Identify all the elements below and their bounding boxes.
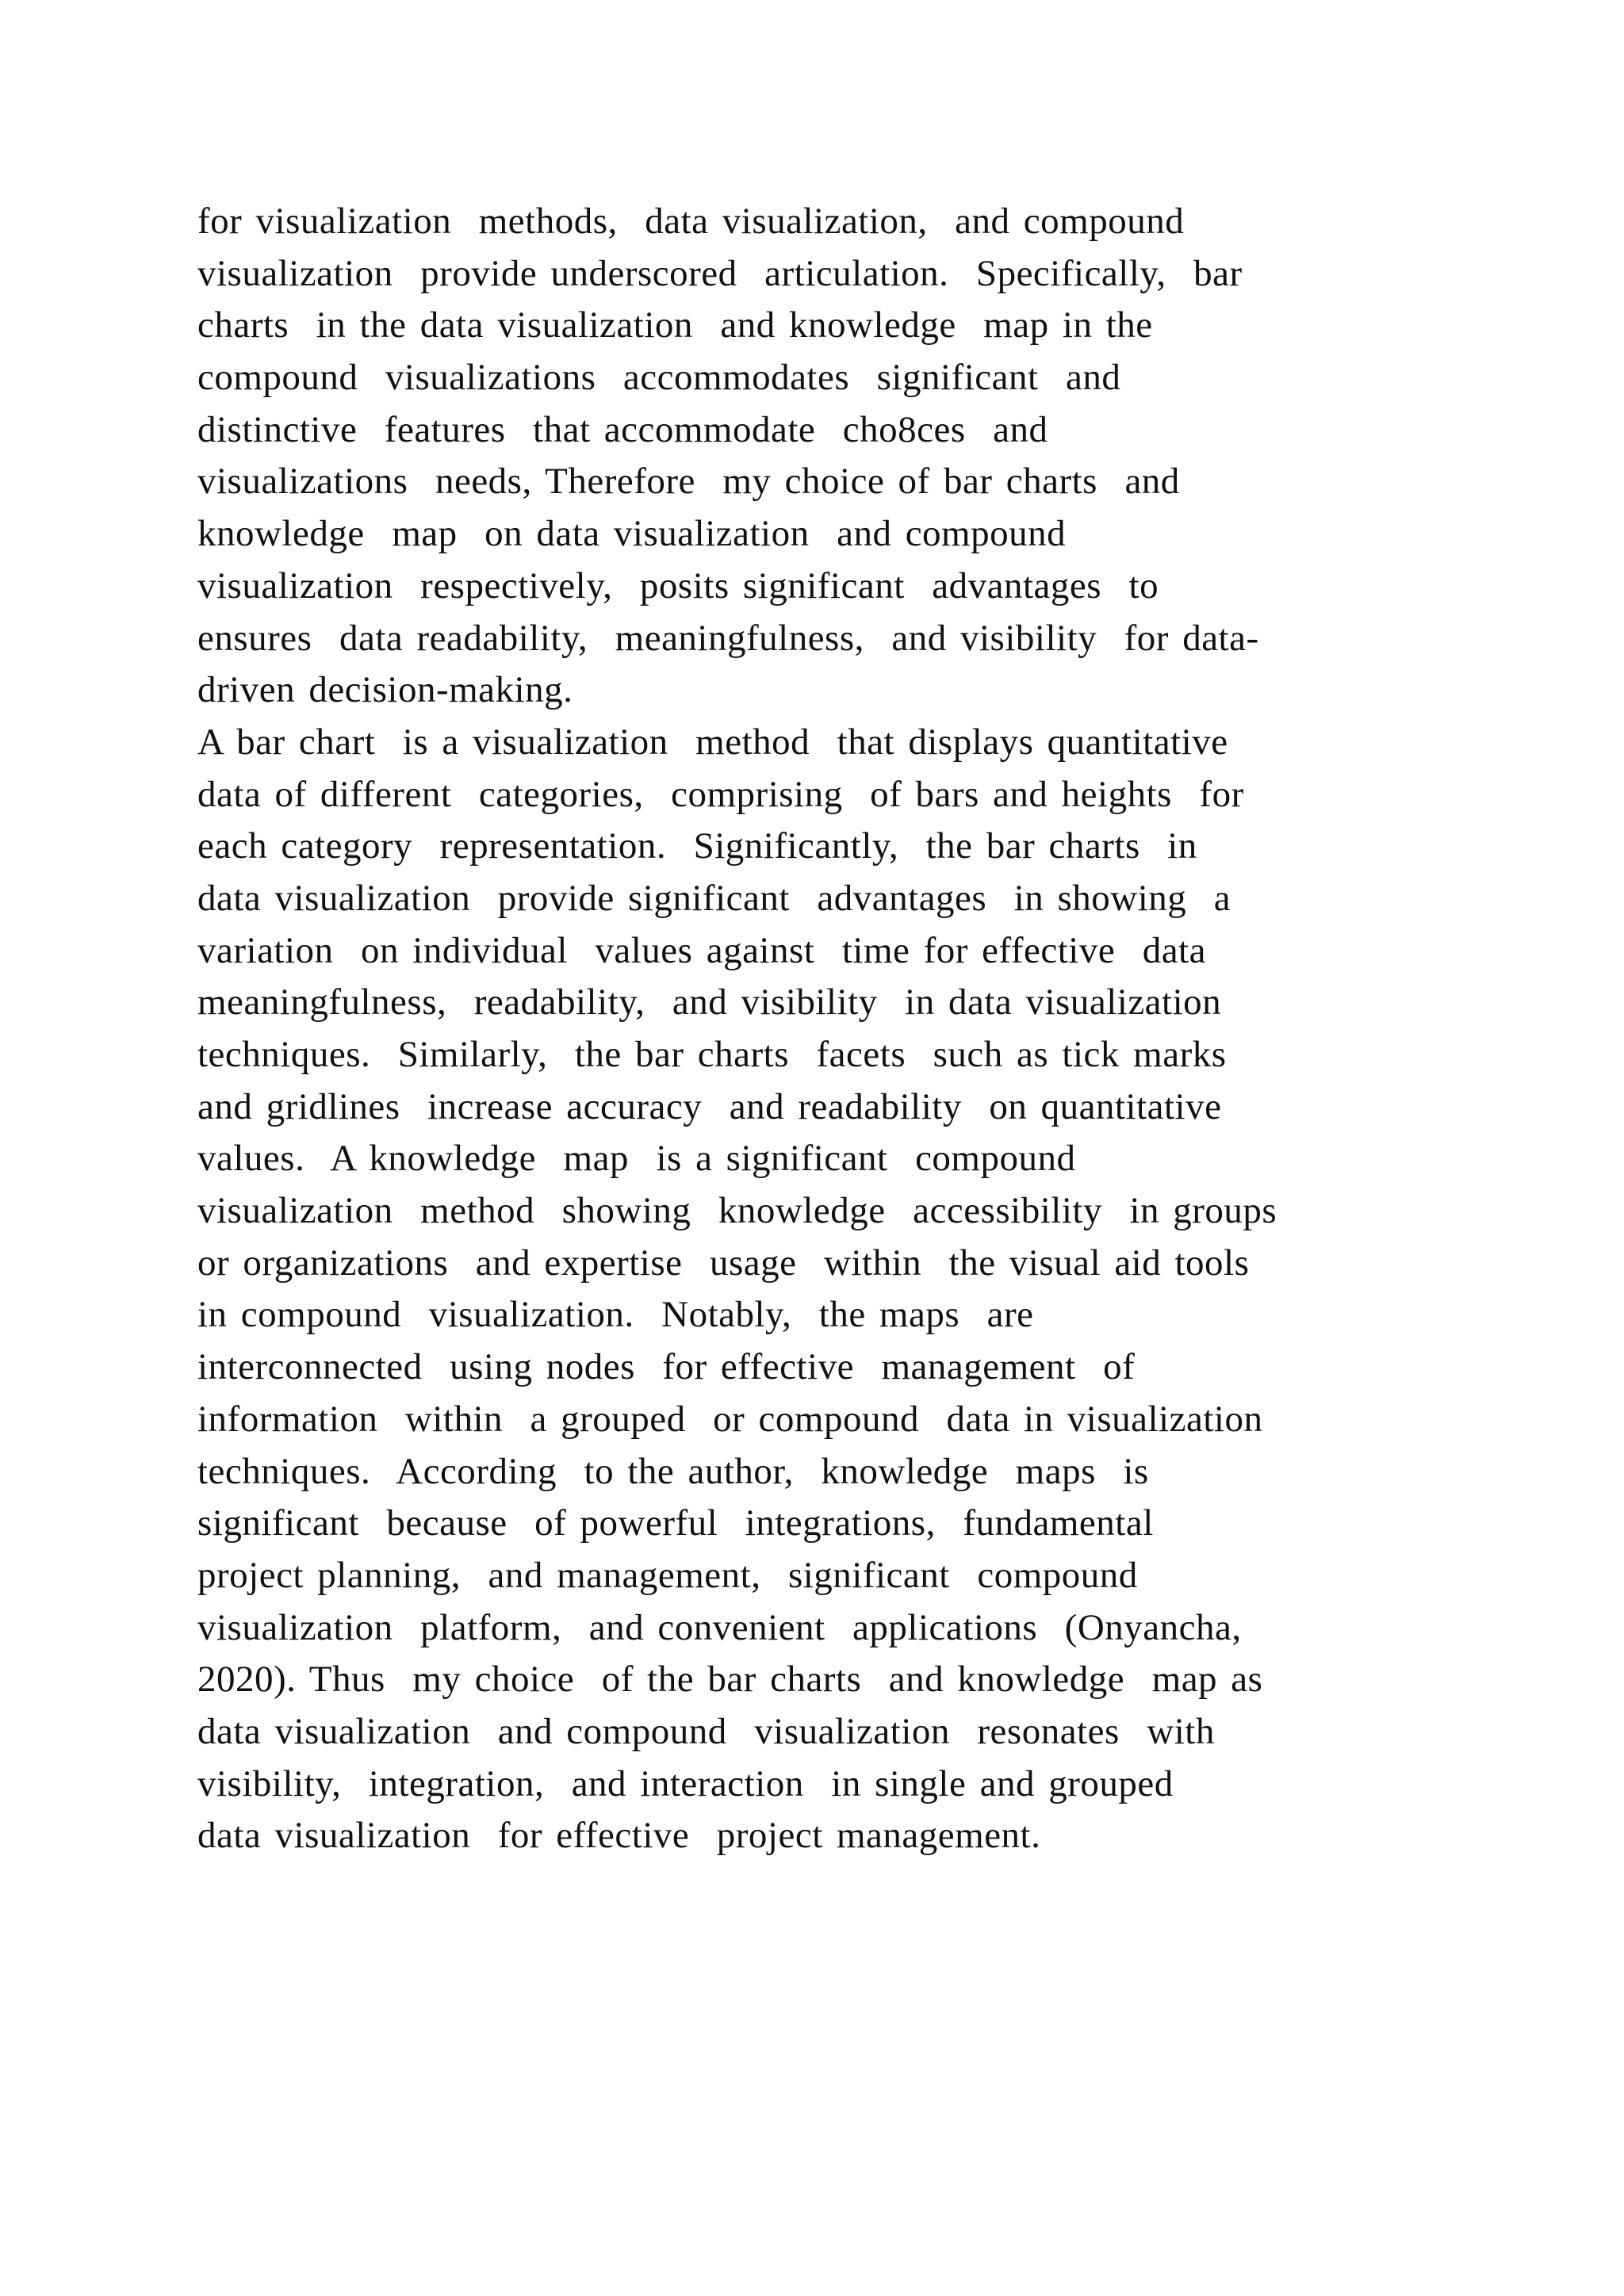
text-line: A bar chart is a visualization method that displays quantitative [197, 721, 1228, 763]
text-line: interconnected using nodes for effective management of [197, 1346, 1136, 1388]
text-line: or organizations and expertise usage within the visual aid tools [197, 1242, 1250, 1284]
text-line: values. A knowledge map is a significant compound [197, 1138, 1076, 1180]
text-line: and gridlines increase accuracy and readability on quantitative [197, 1085, 1222, 1127]
text-line: techniques. According to the author, knowledge maps is [197, 1450, 1149, 1492]
text-line: data visualization provide significant advantages in showing a [197, 877, 1231, 919]
text-line: project planning, and management, significant compound [197, 1554, 1138, 1596]
text-line: 2020). Thus my choice of the bar charts and knowledge map as [197, 1659, 1263, 1701]
text-line: visualization respectively, posits significant advantages to [197, 564, 1159, 607]
text-line: compound visualizations accommodates significant and [197, 357, 1121, 399]
text-line: distinctive features that accommodate cho8ces and [197, 408, 1048, 450]
text-line: data visualization and compound visualization resonates with [197, 1710, 1215, 1752]
text-line: meaningfulness, readability, and visibility in data visualization [197, 982, 1222, 1024]
body-text [197, 196, 1498, 1862]
text-line: visualizations needs, Therefore my choice of bar charts and [197, 461, 1180, 503]
text-line: driven decision-making. [197, 669, 573, 711]
text-line: charts in the data visualization and knowledge map in the [197, 304, 1153, 346]
text-line: techniques. Similarly, the bar charts facets such as tick marks [197, 1034, 1227, 1075]
text-line: ensures data readability, meaningfulness, and visibility for data- [197, 617, 1259, 659]
text-line: each category representation. Significantly, the bar charts in [197, 825, 1197, 867]
text-line: data visualization for effective project management. [197, 1815, 1041, 1857]
text-line: information within a grouped or compound data in visualization [197, 1398, 1263, 1440]
text-line: data of different categories, comprising of bars and heights for [197, 773, 1244, 815]
text-line: visibility, integration, and interaction in single and grouped [197, 1762, 1174, 1804]
text-line: significant because of powerful integrations, fundamental [197, 1502, 1154, 1544]
text-line: in compound visualization. Notably, the maps are [197, 1294, 1034, 1336]
text-line: variation on individual values against time for effective data [197, 929, 1206, 971]
text-line: knowledge map on data visualization and compound [197, 513, 1067, 555]
text-line: visualization provide underscored articulation. Specifically, bar [197, 252, 1243, 294]
text-line: visualization platform, and convenient applications (Onyancha, [197, 1606, 1242, 1648]
text-line: visualization method showing knowledge accessibility in groups [197, 1190, 1277, 1232]
text-line: for visualization methods, data visualization, and compound [197, 201, 1185, 242]
